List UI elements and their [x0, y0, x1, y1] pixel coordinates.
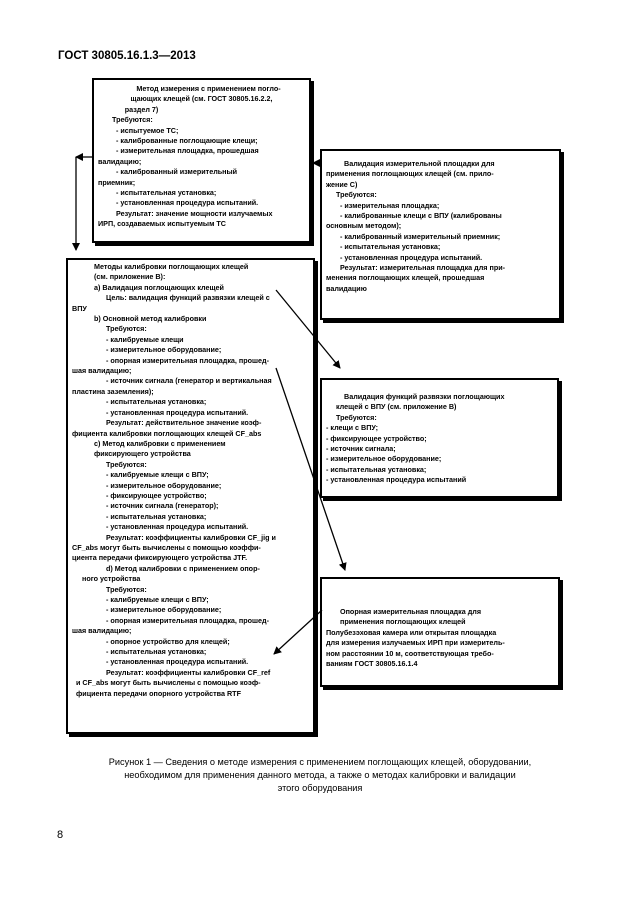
caption-line: необходимом для применения данного метода, а также о методах калибровки и валидации [124, 770, 516, 780]
arrow-line [276, 290, 340, 368]
box-line: - измерительное оборудование; [106, 480, 222, 490]
box-line: применения поглощающих клещей [340, 617, 466, 627]
box-line: для измерения излучаемых ИРП при измеритель- [326, 638, 505, 648]
box-line: жение С) [326, 179, 358, 189]
box-line: Требуются: [336, 190, 377, 200]
box-line: Требуются: [112, 115, 153, 125]
box-line: Требуются: [106, 459, 147, 469]
box-line: применения поглощающих клещей (см. прило- [326, 169, 494, 179]
box-line: b) Основной метод калибровки [94, 314, 207, 324]
box-line: - испытательная установка; [106, 511, 207, 521]
box-line: - установленная процедура испытаний. [106, 522, 249, 532]
box-line: Полубезэховая камера или открытая площадка [326, 627, 497, 637]
box-line: - испытательная установка; [106, 647, 207, 657]
box-line: шая валидацию; [72, 366, 132, 376]
box-line: ВПУ [72, 303, 87, 313]
box-line: пластина заземления); [72, 386, 154, 396]
box-line: шая валидацию; [72, 626, 132, 636]
box-line: ваниям ГОСТ 30805.16.1.4 [326, 659, 418, 669]
box-line: Метод измерения с применением погло- [136, 84, 281, 93]
box-line: - клещи с ВПУ; [326, 423, 379, 433]
box-line: - опорное устройство для клещей; [106, 636, 230, 646]
box-line: Опорная измерительная площадка для [340, 607, 482, 616]
box-line: - калиброванный измерительный приемник; [340, 231, 501, 241]
box-line: Требуются: [336, 412, 377, 422]
box-line-text: фициента калибровки поглощающих клещей CF_abs [72, 428, 262, 438]
box-line: Валидация функций развязки поглощающих [344, 392, 505, 401]
box-line: - калибруемые клещи с ВПУ; [106, 595, 209, 604]
box-line: - испытуемое ТС; [116, 125, 179, 135]
box-line: - источник сигнала; [326, 444, 396, 454]
box-line: раздел 7) [124, 104, 159, 114]
box-line: Цель: валидация функций развязки клещей с [106, 293, 270, 303]
box-line: Требуются: [106, 324, 147, 334]
box-line: Результат: измерительная площадка для при- [340, 263, 506, 273]
box-line: c) Метод калибровки с применением [94, 438, 226, 448]
box-line: фициента передачи опорного устройства RTF [76, 688, 241, 698]
box-line: ного устройства [82, 574, 141, 584]
box-line: приемник; [98, 177, 136, 187]
figure-caption [56, 756, 584, 795]
box-line: - калиброванный измерительный [116, 167, 238, 177]
box-line: - испытательная установка; [116, 188, 217, 198]
box-line: - измерительная площадка; [340, 200, 440, 210]
box-line: - измерительное оборудование; [326, 454, 442, 464]
box-line: Методы калибровки поглощающих клещей [94, 262, 249, 271]
box-line: - калиброванные поглощающие клещи; [116, 136, 258, 146]
box-line: - измерительное оборудование; [106, 345, 222, 355]
box-line: Результат: значение мощности излучаемых [116, 208, 273, 218]
box-line: - установленная процедура испытаний. [116, 198, 259, 208]
box-line: - источник сигнала (генератор и вертикальная [106, 376, 272, 386]
box-line: - установленная процедура испытаний. [340, 252, 483, 262]
arrow-line [276, 368, 345, 570]
box-line: - фиксирующее устройство; [326, 433, 427, 443]
box-line: CF_abs могут быть вычислены с помощью коэффи- [72, 542, 261, 552]
box-line: циента передачи фиксирующего устройства JTF. [72, 553, 248, 563]
box-line: Валидация измерительной площадки для [344, 159, 495, 168]
box-line: - испытательная установка; [340, 242, 441, 252]
box-line: валидацию; [98, 156, 142, 166]
box-line: менения поглощающих клещей, прошедшая [326, 273, 485, 283]
box-line: и CF_abs могут быть вычислены с помощью коэф- [76, 678, 261, 688]
box-line: - фиксирующее устройство; [106, 490, 207, 500]
box-line: Результат: коэффициенты калибровки CF_ref [106, 667, 271, 677]
caption-line: этого оборудования [277, 783, 363, 793]
box-line: Результат: действительное значение коэф- [106, 418, 262, 428]
page-number: 8 [57, 829, 64, 841]
box-line: основным методом); [326, 221, 402, 231]
box-line: - установленная процедура испытаний. [106, 657, 249, 667]
caption-line: Рисунок 1 — Сведения о методе измерения с применением поглощающих клещей, оборудовании, [108, 757, 532, 767]
box-line: - калибруемые клещи с ВПУ; [106, 470, 209, 480]
box-line: - опорная измерительная площадка, прошед- [106, 615, 269, 625]
arrow-line [274, 610, 322, 654]
box-line: щающих клещей (см. ГОСТ 30805.16.2.2, [130, 94, 273, 104]
box-line: - опорная измерительная площадка, прошед- [106, 355, 269, 365]
box-line: - установленная процедура испытаний [326, 475, 467, 485]
box-line: клещей с ВПУ (см. приложение В) [336, 402, 457, 412]
box-line: фиксирующего устройства [94, 449, 191, 459]
box-line: (см. приложение В): [94, 272, 166, 282]
box-line: Результат: коэффициенты калибровки CF_jig и [106, 532, 276, 542]
document-header: ГОСТ 30805.16.1.3—2013 [58, 50, 196, 62]
box-line: - установленная процедура испытаний. [106, 407, 249, 417]
box-line: - испытательная установка; [106, 397, 207, 407]
box-line: - испытательная установка; [326, 464, 427, 474]
box-line: - измерительная площадка, прошедшая [116, 146, 259, 156]
box-line: валидацию [326, 283, 367, 293]
box-line: - измерительное оборудование; [106, 605, 222, 615]
box-line: Требуются: [106, 584, 147, 594]
box-line: ном расстоянии 10 м, соответствующая требо- [326, 648, 494, 658]
box-line: - калибруемые клещи [106, 334, 184, 344]
box-line: ИРП, создаваемых испытуемым ТС [98, 219, 226, 229]
box-line: d) Метод калибровки с применением опор- [106, 563, 260, 573]
box-line: - источник сигнала (генератор); [106, 501, 219, 511]
box-line: a) Валидация поглощающих клещей [94, 282, 224, 292]
box-line: - калиброванные клещи с ВПУ (калиброваны [340, 211, 502, 221]
